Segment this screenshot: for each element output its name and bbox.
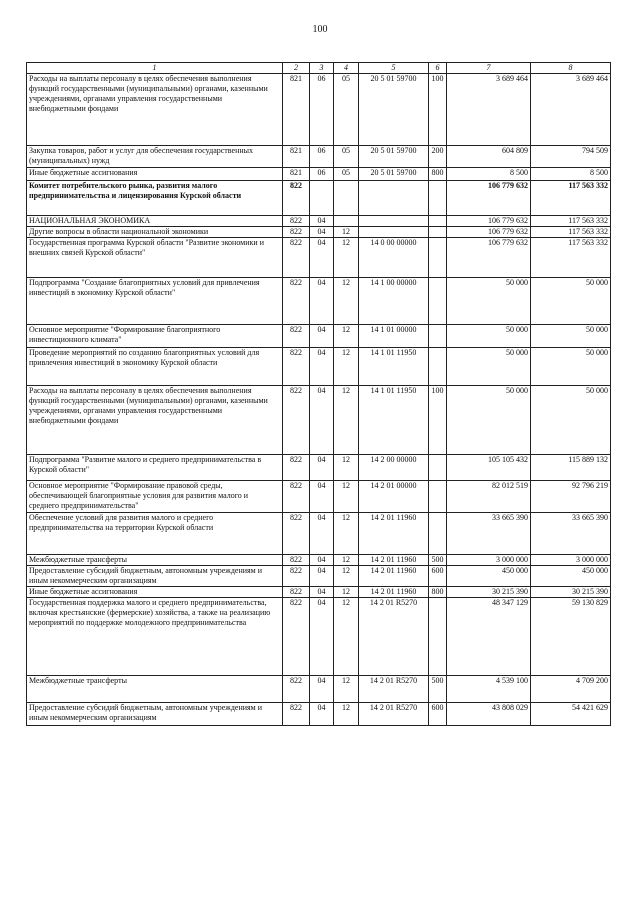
table-row <box>27 238 611 278</box>
row-pr: 12 <box>334 566 359 587</box>
row-sum-2: 92 796 219 <box>531 481 611 513</box>
row-csr: 14 2 00 00000 <box>359 455 429 481</box>
row-name: Подпрограмма "Создание благоприятных условий для привлечения инвестиций в экономику Курской области" <box>27 278 283 325</box>
row-vr <box>429 278 447 325</box>
row-rz: 04 <box>310 278 334 325</box>
row-pr: 12 <box>334 238 359 278</box>
col-header-pr: 4 <box>334 63 359 74</box>
row-rz: 06 <box>310 168 334 181</box>
table-row <box>27 168 611 181</box>
row-vr: 200 <box>429 146 447 168</box>
row-name: Комитет потребительского рынка, развития малого предпринимательства и лицензирования Курской области <box>27 181 283 216</box>
row-sum-2: 30 215 390 <box>531 587 611 598</box>
row-csr <box>359 216 429 227</box>
row-name: Государственная программа Курской области "Развитие экономики и внешних связей Курской области" <box>27 238 283 278</box>
row-vr: 500 <box>429 555 447 566</box>
row-name: Расходы на выплаты персоналу в целях обеспечения выполнения функций государственными (муниципальными) органами, казенными учреждениями, органами управления государственными внебюджетными фондами <box>27 386 283 455</box>
table-row <box>27 325 611 348</box>
table-row <box>27 181 611 216</box>
row-name: Иные бюджетные ассигнования <box>27 587 283 598</box>
row-rz: 04 <box>310 566 334 587</box>
row-vr <box>429 325 447 348</box>
table-row <box>27 227 611 238</box>
row-grbs: 821 <box>283 146 310 168</box>
row-pr: 12 <box>334 278 359 325</box>
table-row <box>27 216 611 227</box>
row-rz: 04 <box>310 325 334 348</box>
row-sum-2: 117 563 332 <box>531 181 611 216</box>
row-vr <box>429 598 447 676</box>
row-rz: 04 <box>310 513 334 555</box>
row-grbs: 822 <box>283 216 310 227</box>
row-rz: 04 <box>310 348 334 386</box>
table-row <box>27 703 611 726</box>
row-csr <box>359 227 429 238</box>
col-header-name: 1 <box>27 63 283 74</box>
row-grbs: 822 <box>283 703 310 726</box>
row-csr <box>359 181 429 216</box>
row-sum-1: 3 689 464 <box>447 74 531 146</box>
row-grbs: 822 <box>283 513 310 555</box>
row-vr <box>429 216 447 227</box>
row-sum-2: 50 000 <box>531 386 611 455</box>
row-name: Основное мероприятие "Формирование благоприятного инвестиционного климата" <box>27 325 283 348</box>
row-vr: 100 <box>429 386 447 455</box>
row-grbs: 822 <box>283 227 310 238</box>
row-name: Межбюджетные трансферты <box>27 676 283 703</box>
col-header-vr: 6 <box>429 63 447 74</box>
row-vr <box>429 181 447 216</box>
col-header-csr: 5 <box>359 63 429 74</box>
row-csr: 14 0 00 00000 <box>359 238 429 278</box>
row-csr: 14 1 01 11950 <box>359 348 429 386</box>
row-grbs: 822 <box>283 325 310 348</box>
row-grbs: 822 <box>283 348 310 386</box>
row-rz: 04 <box>310 598 334 676</box>
row-sum-1: 106 779 632 <box>447 238 531 278</box>
row-rz: 04 <box>310 587 334 598</box>
row-rz: 04 <box>310 455 334 481</box>
row-grbs: 822 <box>283 555 310 566</box>
row-rz: 06 <box>310 74 334 146</box>
row-pr: 05 <box>334 146 359 168</box>
table-row <box>27 676 611 703</box>
row-sum-1: 82 012 519 <box>447 481 531 513</box>
row-sum-1: 33 665 390 <box>447 513 531 555</box>
row-grbs: 821 <box>283 168 310 181</box>
row-csr: 14 2 01 R5270 <box>359 703 429 726</box>
row-sum-1: 106 779 632 <box>447 216 531 227</box>
row-csr: 14 1 01 11950 <box>359 386 429 455</box>
row-csr: 20 5 01 59700 <box>359 74 429 146</box>
row-grbs: 821 <box>283 74 310 146</box>
row-vr <box>429 227 447 238</box>
table-row <box>27 146 611 168</box>
row-name: Проведение мероприятий по созданию благоприятных условий для привлечения инвестиций в экономику Курской области <box>27 348 283 386</box>
row-name: Обеспечение условий для развития малого и среднего предпринимательства на территории Курской области <box>27 513 283 555</box>
row-pr: 12 <box>334 325 359 348</box>
row-pr <box>334 216 359 227</box>
row-grbs: 822 <box>283 481 310 513</box>
row-vr <box>429 513 447 555</box>
row-name: Другие вопросы в области национальной экономики <box>27 227 283 238</box>
row-grbs: 822 <box>283 181 310 216</box>
row-name: Закупка товаров, работ и услуг для обеспечения государственных (муниципальных) нужд <box>27 146 283 168</box>
row-sum-1: 106 779 632 <box>447 181 531 216</box>
row-grbs: 822 <box>283 598 310 676</box>
row-pr: 12 <box>334 386 359 455</box>
row-sum-2: 4 709 200 <box>531 676 611 703</box>
row-sum-1: 105 105 432 <box>447 455 531 481</box>
col-header-rz: 3 <box>310 63 334 74</box>
row-sum-1: 8 500 <box>447 168 531 181</box>
row-csr: 14 2 01 00000 <box>359 481 429 513</box>
row-pr: 12 <box>334 455 359 481</box>
row-grbs: 822 <box>283 676 310 703</box>
row-sum-2: 33 665 390 <box>531 513 611 555</box>
row-sum-1: 450 000 <box>447 566 531 587</box>
row-rz: 04 <box>310 227 334 238</box>
table-row <box>27 598 611 676</box>
row-sum-2: 3 689 464 <box>531 74 611 146</box>
row-csr: 14 2 01 11960 <box>359 555 429 566</box>
row-rz: 04 <box>310 703 334 726</box>
row-sum-2: 794 509 <box>531 146 611 168</box>
row-vr: 800 <box>429 168 447 181</box>
row-grbs: 822 <box>283 238 310 278</box>
table-row <box>27 278 611 325</box>
row-sum-1: 3 000 000 <box>447 555 531 566</box>
row-rz: 04 <box>310 386 334 455</box>
table-row <box>27 74 611 146</box>
row-sum-2: 50 000 <box>531 325 611 348</box>
row-sum-1: 50 000 <box>447 348 531 386</box>
row-pr: 12 <box>334 598 359 676</box>
row-sum-2: 50 000 <box>531 348 611 386</box>
row-csr: 14 2 01 R5270 <box>359 598 429 676</box>
row-sum-2: 115 889 132 <box>531 455 611 481</box>
table-row <box>27 566 611 587</box>
row-grbs: 822 <box>283 566 310 587</box>
row-sum-1: 50 000 <box>447 278 531 325</box>
row-sum-2: 117 563 332 <box>531 216 611 227</box>
row-grbs: 822 <box>283 278 310 325</box>
row-name: Подпрограмма "Развитие малого и среднего предпринимательства в Курской области" <box>27 455 283 481</box>
row-rz: 04 <box>310 481 334 513</box>
row-name: Предоставление субсидий бюджетным, автономным учреждениям и иным некоммерческим организациям <box>27 566 283 587</box>
row-csr: 20 5 01 59700 <box>359 146 429 168</box>
row-sum-2: 117 563 332 <box>531 227 611 238</box>
row-rz: 04 <box>310 555 334 566</box>
row-sum-1: 43 808 029 <box>447 703 531 726</box>
table-row <box>27 386 611 455</box>
row-vr: 500 <box>429 676 447 703</box>
row-grbs: 822 <box>283 386 310 455</box>
row-sum-2: 50 000 <box>531 278 611 325</box>
row-pr: 12 <box>334 555 359 566</box>
row-vr <box>429 348 447 386</box>
row-csr: 14 2 01 11960 <box>359 566 429 587</box>
row-pr: 12 <box>334 481 359 513</box>
row-pr: 12 <box>334 513 359 555</box>
row-pr: 12 <box>334 703 359 726</box>
row-csr: 20 5 01 59700 <box>359 168 429 181</box>
row-sum-2: 8 500 <box>531 168 611 181</box>
row-csr: 14 2 01 11960 <box>359 513 429 555</box>
row-vr <box>429 455 447 481</box>
row-vr: 600 <box>429 566 447 587</box>
row-sum-1: 106 779 632 <box>447 227 531 238</box>
row-sum-1: 604 809 <box>447 146 531 168</box>
row-vr: 800 <box>429 587 447 598</box>
row-name: Расходы на выплаты персоналу в целях обеспечения выполнения функций государственными (муниципальными) органами, казенными учреждениями, органами управления государственными внебюджетными фондами <box>27 74 283 146</box>
row-sum-2: 450 000 <box>531 566 611 587</box>
row-grbs: 822 <box>283 587 310 598</box>
row-sum-2: 117 563 332 <box>531 238 611 278</box>
row-csr: 14 1 01 00000 <box>359 325 429 348</box>
row-grbs: 822 <box>283 455 310 481</box>
row-name: Предоставление субсидий бюджетным, автономным учреждениям и иным некоммерческим организациям <box>27 703 283 726</box>
row-name: Государственная поддержка малого и среднего предпринимательства, включая крестьянские (фермерские) хозяйства, а также на реализацию мероприятий по поддержке молодежного предпринимательства <box>27 598 283 676</box>
row-sum-2: 54 421 629 <box>531 703 611 726</box>
row-name: НАЦИОНАЛЬНАЯ ЭКОНОМИКА <box>27 216 283 227</box>
row-sum-1: 4 539 100 <box>447 676 531 703</box>
row-pr: 12 <box>334 587 359 598</box>
row-csr: 14 2 01 R5270 <box>359 676 429 703</box>
row-pr <box>334 181 359 216</box>
table-row <box>27 587 611 598</box>
row-pr: 12 <box>334 676 359 703</box>
col-header-sum2: 8 <box>531 63 611 74</box>
row-pr: 05 <box>334 74 359 146</box>
table-row <box>27 455 611 481</box>
row-pr: 12 <box>334 227 359 238</box>
table-row <box>27 348 611 386</box>
header-row <box>27 63 611 74</box>
row-sum-1: 50 000 <box>447 325 531 348</box>
row-vr: 600 <box>429 703 447 726</box>
table-row <box>27 481 611 513</box>
row-vr: 100 <box>429 74 447 146</box>
row-name: Основное мероприятие "Формирование правовой среды, обеспечивающей благоприятные условия для развития малого и среднего предпринимательства" <box>27 481 283 513</box>
row-name: Иные бюджетные ассигнования <box>27 168 283 181</box>
col-header-sum1: 7 <box>447 63 531 74</box>
table-row <box>27 513 611 555</box>
row-pr: 05 <box>334 168 359 181</box>
row-rz: 04 <box>310 676 334 703</box>
budget-table <box>26 62 611 726</box>
row-sum-1: 50 000 <box>447 386 531 455</box>
row-vr <box>429 481 447 513</box>
row-csr: 14 1 00 00000 <box>359 278 429 325</box>
row-rz: 04 <box>310 238 334 278</box>
row-pr: 12 <box>334 348 359 386</box>
row-sum-2: 3 000 000 <box>531 555 611 566</box>
row-rz: 06 <box>310 146 334 168</box>
row-sum-1: 48 347 129 <box>447 598 531 676</box>
col-header-grbs: 2 <box>283 63 310 74</box>
page-number: 100 <box>312 24 328 35</box>
row-sum-1: 30 215 390 <box>447 587 531 598</box>
row-name: Межбюджетные трансферты <box>27 555 283 566</box>
row-rz: 04 <box>310 216 334 227</box>
table-row <box>27 555 611 566</box>
row-sum-2: 59 130 829 <box>531 598 611 676</box>
row-csr: 14 2 01 11960 <box>359 587 429 598</box>
row-rz <box>310 181 334 216</box>
row-vr <box>429 238 447 278</box>
